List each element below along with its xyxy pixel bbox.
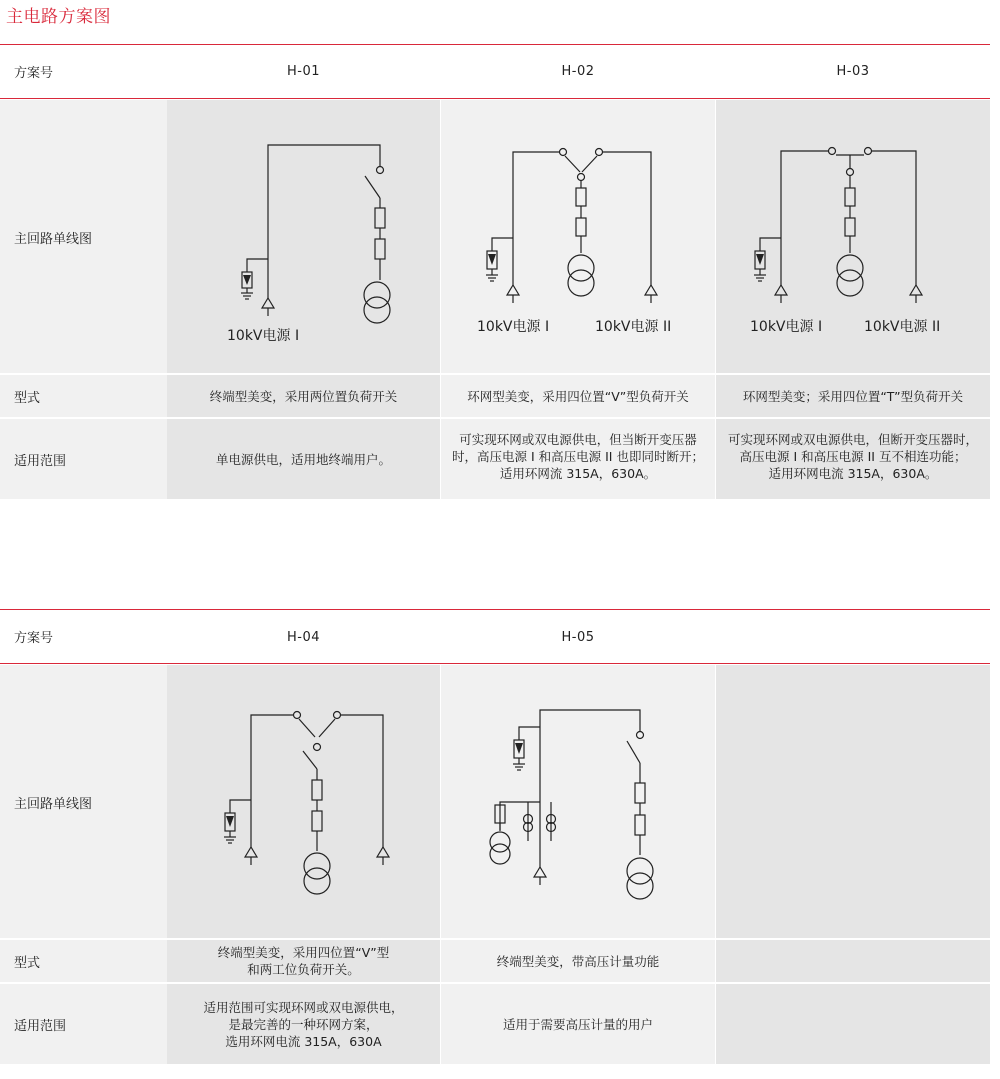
scope-h02-line: 适用环网流 315A，630A。 (499, 466, 657, 481)
type-label: 型式 (0, 940, 167, 982)
single-line-diagram-h01 (167, 100, 440, 373)
scope-h02 (441, 419, 715, 499)
type-h04-line: 和两工位负荷开关。 (247, 962, 360, 977)
diagram-label: 主回路单线图 (0, 100, 167, 373)
scope-h03 (716, 419, 990, 499)
diagram-h01 (167, 100, 440, 373)
scope-h01-line: 单电源供电，适用地终端用户。 (215, 451, 391, 467)
scope-h03-line: 可实现环网或双电源供电，但断开变压器时， (727, 432, 978, 447)
scheme-no-label: 方案号 (0, 45, 167, 98)
scheme-code-h04: H-04 (167, 610, 440, 663)
scope-h01 (167, 419, 440, 499)
h02-source-left-label: 10kV电源 I (477, 319, 550, 335)
table1-header-rule (0, 98, 990, 99)
scope-h03-line: 高压电源 I 和高压电源 II 互不相连功能； (739, 449, 967, 464)
table2-type-row (0, 940, 990, 982)
scope-empty (716, 984, 990, 1064)
scheme-code-h05: H-05 (441, 610, 715, 663)
page-title: 主电路方案图 (6, 7, 111, 27)
diagram-h05 (441, 665, 715, 938)
scope-h02-line: 可实现环网或双电源供电，但当断开变压器 (459, 432, 697, 447)
type-h05 (441, 940, 715, 982)
type-h04-line: 终端型美变，采用四位置“V”型 (217, 945, 390, 960)
scope-label: 适用范围 (0, 984, 167, 1064)
diagram-h03 (716, 100, 990, 373)
diagram-h04 (167, 665, 440, 938)
type-h05-line: 终端型美变，带高压计量功能 (496, 953, 660, 969)
h03-source-right-label: 10kV电源 II (864, 319, 941, 335)
h02-source-right-label: 10kV电源 II (595, 319, 672, 335)
scope-label: 适用范围 (0, 419, 167, 499)
scope-h04-line: 选用环网电流 315A，630A (225, 1033, 382, 1049)
single-line-diagram-h02 (441, 100, 715, 373)
table2-scope-row (0, 984, 990, 1064)
single-line-diagram-h03 (716, 100, 990, 373)
type-empty (716, 940, 990, 982)
scope-h05-line: 适用于需要高压计量的用户 (502, 1016, 653, 1032)
h03-source-left-label: 10kV电源 I (750, 319, 823, 335)
diagram-empty (716, 665, 990, 938)
scope-h03-line: 适用环网电流 315A，630A。 (768, 466, 938, 481)
type-label: 型式 (0, 375, 167, 417)
type-h04 (167, 940, 440, 982)
type-h02: 环网型美变，采用四位置“V”型负荷开关 (441, 375, 715, 417)
table1-diagram-row (0, 100, 990, 373)
diagram-label: 主回路单线图 (0, 665, 167, 938)
scheme-code-h03: H-03 (716, 45, 990, 98)
type-h01: 终端型美变，采用两位置负荷开关 (167, 375, 440, 417)
table2-header-rule (0, 663, 990, 664)
scheme-code-h02: H-02 (441, 45, 715, 98)
type-h03: 环网型美变；采用四位置“T”型负荷开关 (716, 375, 990, 417)
table1-header-row (0, 45, 990, 98)
table1-scope-row (0, 419, 990, 499)
table2-diagram-row (0, 665, 990, 938)
single-line-diagram-h05 (441, 665, 715, 938)
scope-h04-line: 适用范围可实现环网或双电源供电， (203, 999, 404, 1015)
scope-h04-line: 是最完善的一种环网方案， (228, 1016, 379, 1032)
single-line-diagram-h04 (167, 665, 440, 938)
scope-h02-line: 时，高压电源 I 和高压电源 II 也即同时断开； (452, 449, 704, 464)
scope-h04 (167, 984, 440, 1064)
scheme-code-h01: H-01 (167, 45, 440, 98)
diagram-h02 (441, 100, 715, 373)
scope-h05 (441, 984, 715, 1064)
scheme-no-label: 方案号 (0, 610, 167, 663)
h01-source-label: 10kV电源 I (227, 328, 300, 344)
table2-header-row (0, 610, 990, 663)
table1-type-row (0, 375, 990, 417)
